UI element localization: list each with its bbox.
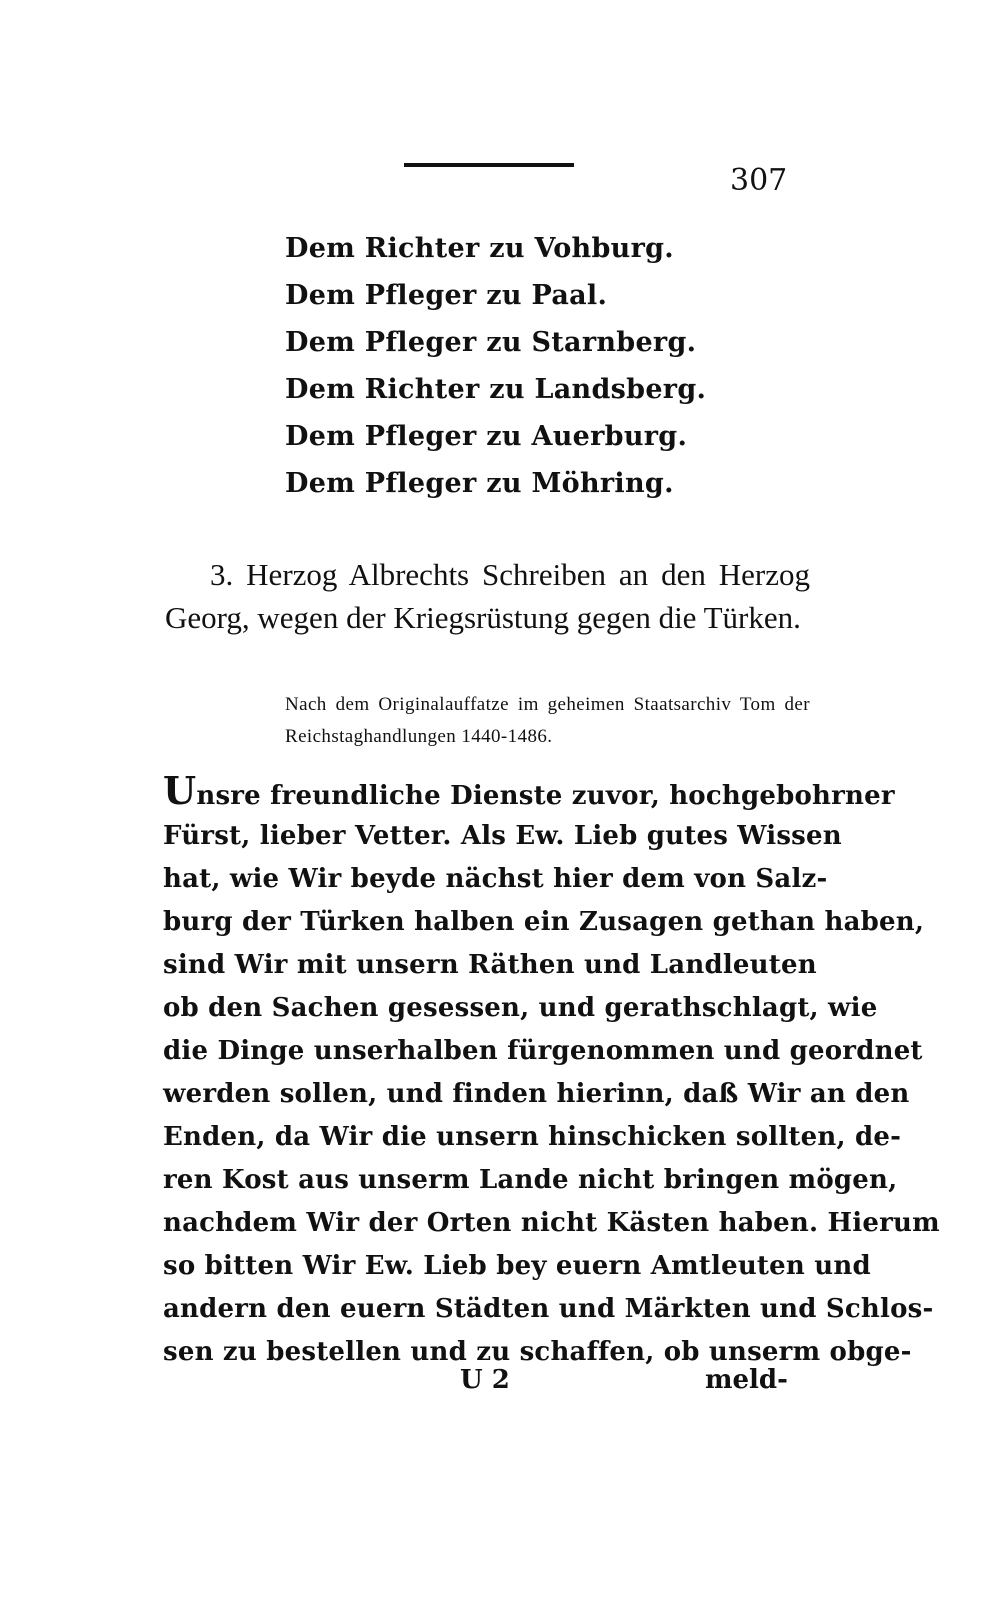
body-line <box>163 768 895 815</box>
letter-body <box>163 768 940 1374</box>
body-line: werden sollen, und finden hierinn, daß Wir an den <box>163 1079 910 1109</box>
recipient-line: Dem Pfleger zu Starnberg. <box>285 327 697 358</box>
body-line: ob den Sachen gesessen, und gerathschlagt, wie <box>163 993 878 1023</box>
body-line: sind Wir mit unsern Räthen und Landleuten <box>163 950 817 980</box>
page-number: 307 <box>730 163 788 198</box>
body-line: Enden, da Wir die unsern hinschicken sollten, de- <box>163 1122 902 1152</box>
recipient-line: Dem Pfleger zu Auerburg. <box>285 421 688 452</box>
recipient-line: Dem Richter zu Landsberg. <box>285 374 707 405</box>
recipient-line: Dem Pfleger zu Paal. <box>285 280 608 311</box>
body-line: andern den euern Städten und Märkten und Schlos- <box>163 1294 934 1324</box>
recipient-list <box>285 225 706 507</box>
catchword: meld- <box>705 1365 788 1395</box>
recipient-line: Dem Richter zu Vohburg. <box>285 233 674 264</box>
body-line: die Dinge unserhalben fürgenommen und geordnet <box>163 1036 923 1066</box>
body-line-text: nsre freundliche Dienste zuvor, hochgebohrner <box>196 781 895 811</box>
drop-initial: U <box>163 768 197 813</box>
body-line: ren Kost aus unserm Lande nicht bringen mögen, <box>163 1165 898 1195</box>
header-rule <box>404 163 574 167</box>
body-line: Fürst, lieber Vetter. Als Ew. Lieb gutes Wissen <box>163 821 842 851</box>
source-note: Nach dem Originalauffatze im geheimen Staatsarchiv Tom der Reichstaghandlungen 1440-1486. <box>285 694 810 747</box>
body-line: sen zu bestellen und zu schaffen, ob unserm obge- <box>163 1337 912 1367</box>
body-line: nachdem Wir der Orten nicht Kästen haben. Hierum <box>163 1208 940 1238</box>
body-line: hat, wie Wir beyde nächst hier dem von Salz- <box>163 864 828 894</box>
recipient-line: Dem Pfleger zu Möhring. <box>285 468 674 499</box>
signature-mark: U 2 <box>460 1365 510 1395</box>
body-line: burg der Türken halben ein Zusagen gethan haben, <box>163 907 925 937</box>
body-line: so bitten Wir Ew. Lieb bey euern Amtleuten und <box>163 1251 871 1281</box>
section-heading: 3. Herzog Albrechts Schreiben an den Herzog Georg, wegen der Kriegsrüstung gegen die Türken. <box>165 557 810 635</box>
